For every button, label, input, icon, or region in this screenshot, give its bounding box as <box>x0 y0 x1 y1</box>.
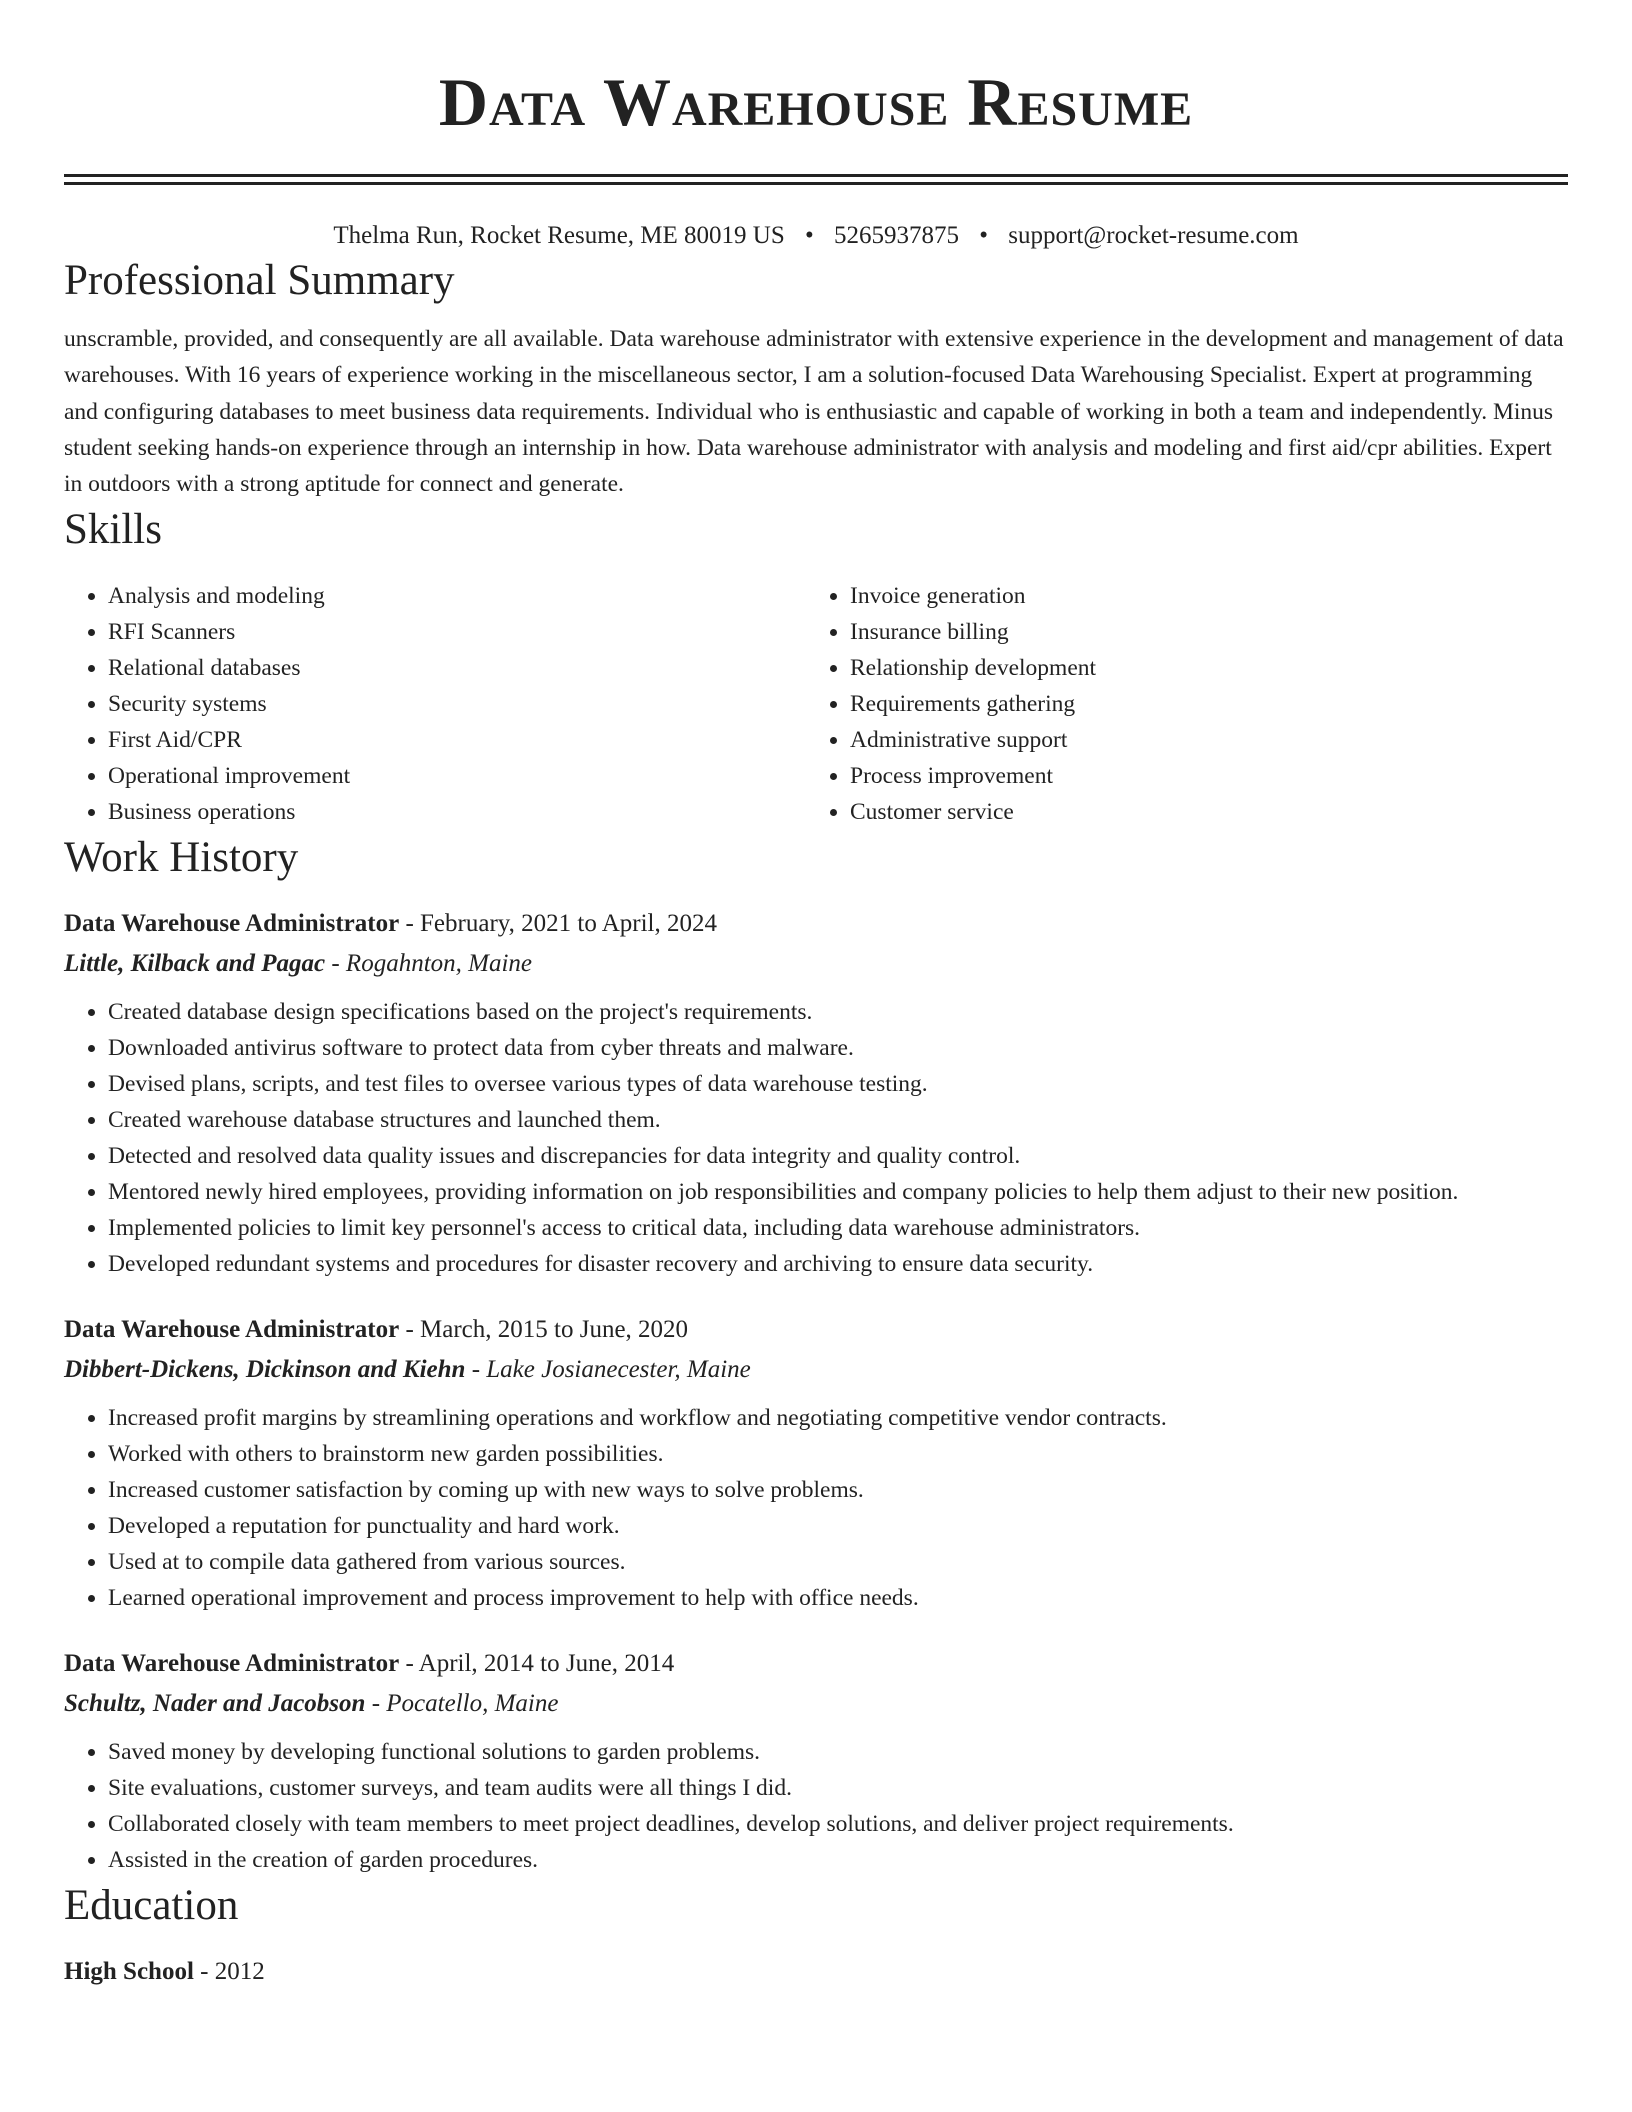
job-dates: - March, 2015 to June, 2020 <box>399 1316 689 1344</box>
skill-item: • Process improvement <box>850 758 1548 794</box>
job-header <box>64 904 1568 944</box>
job-bullet: • Created warehouse database structures and launched them. <box>108 1102 1568 1138</box>
job-bullet: • Increased customer satisfaction by coming up with new ways to solve problems. <box>108 1472 1568 1508</box>
job-bullet: • Worked with others to brainstorm new garden possibilities. <box>108 1436 1568 1472</box>
skills-list-left <box>64 578 806 830</box>
job-bullet: • Increased profit margins by streamlining operations and workflow and negotiating competitive vendor contracts. <box>108 1400 1568 1436</box>
job-location: - Pocatello, Maine <box>365 1690 559 1718</box>
skills-list-right <box>806 578 1548 830</box>
job-header <box>64 1310 1568 1350</box>
job-company: Little, Kilback and Pagac <box>64 950 326 978</box>
skill-item: • Analysis and modeling <box>108 578 806 614</box>
job-bullet: • Mentored newly hired employees, providing information on job responsibilities and company policies to help them adjust to their new position. <box>108 1174 1568 1210</box>
title-double-rule <box>64 174 1568 185</box>
education-entry <box>64 1952 1568 1992</box>
contact-email: support@rocket-resume.com <box>1008 222 1299 249</box>
resume-title: Data Warehouse Resume <box>438 64 1194 140</box>
job-bullets <box>64 1400 1568 1616</box>
job-company-line <box>64 944 1568 984</box>
skill-item: • Security systems <box>108 686 806 722</box>
skill-item: • Administrative support <box>850 722 1548 758</box>
skill-item: • Relationship development <box>850 650 1548 686</box>
job-location: - Rogahnton, Maine <box>325 950 533 978</box>
job-entry <box>64 904 1568 1282</box>
skill-item: • Business operations <box>108 794 806 830</box>
job-bullet: • Collaborated closely with team members to meet project deadlines, develop solutions, and deliver project requirements. <box>108 1806 1568 1842</box>
job-bullet: • Learned operational improvement and process improvement to help with office needs. <box>108 1580 1568 1616</box>
job-company: Dibbert-Dickens, Dickinson and Kiehn <box>64 1356 466 1384</box>
job-bullet: • Site evaluations, customer surveys, and team audits were all things I did. <box>108 1770 1568 1806</box>
job-bullet: • Created database design specifications based on the project's requirements. <box>108 994 1568 1030</box>
skill-item: • Relational databases <box>108 650 806 686</box>
contact-separator: • <box>805 222 814 249</box>
skill-item: • Customer service <box>850 794 1548 830</box>
job-entry <box>64 1310 1568 1616</box>
summary-heading: Professional Summary <box>64 257 455 304</box>
skill-item: • First Aid/CPR <box>108 722 806 758</box>
job-location: - Lake Josianecester, Maine <box>465 1356 751 1384</box>
skill-item: • Invoice generation <box>850 578 1548 614</box>
summary-text: unscramble, provided, and consequently are all available. Data warehouse administrator with extensive experience in the development and management of data warehouses. With 16 years of experience working in the miscellaneous sector, I am a solution-focused Data Warehousing Specialist. Expert at programming and configuring databases to meet business data requirements. Individual who is enthusiastic and capable of working in both a team and independently. Minus student seeking hands-on experience through an internship in how. Data warehouse administrator with analysis and modeling and first aid/cpr abilities. Expert in outdoors with a strong aptitude for connect and generate. <box>64 326 1564 498</box>
job-entry <box>64 1644 1568 1878</box>
contact-separator: • <box>979 222 989 249</box>
job-dates: - April, 2014 to June, 2014 <box>399 1650 675 1678</box>
job-role: Data Warehouse Administrator <box>64 1316 400 1344</box>
job-bullet: • Developed a reputation for punctuality and hard work. <box>108 1508 1568 1544</box>
job-header <box>64 1644 1568 1684</box>
job-bullets <box>64 994 1568 1282</box>
job-dates: - February, 2021 to April, 2024 <box>399 910 717 938</box>
job-bullet: • Assisted in the creation of garden procedures. <box>108 1842 1568 1878</box>
job-company-line <box>64 1684 1568 1724</box>
skill-item: • Insurance billing <box>850 614 1548 650</box>
skills-heading: Skills <box>64 506 162 554</box>
job-bullet: • Implemented policies to limit key personnel's access to critical data, including data warehouse administrators. <box>108 1210 1568 1246</box>
skills-columns <box>64 578 1568 830</box>
job-company: Schultz, Nader and Jacobson <box>64 1690 366 1718</box>
contact-phone: 5265937875 <box>834 222 960 249</box>
job-bullet: • Used at to compile data gathered from various sources. <box>108 1544 1568 1580</box>
skill-item: • Operational improvement <box>108 758 806 794</box>
education-year: - 2012 <box>193 1958 265 1986</box>
job-bullet: • Developed redundant systems and procedures for disaster recovery and archiving to ensure data security. <box>108 1246 1568 1282</box>
contact-line <box>64 219 1568 253</box>
job-bullet: • Saved money by developing functional solutions to garden problems. <box>108 1734 1568 1770</box>
skill-item: • RFI Scanners <box>108 614 806 650</box>
education-heading: Education <box>64 1882 239 1930</box>
job-bullets <box>64 1734 1568 1878</box>
job-role: Data Warehouse Administrator <box>64 910 400 938</box>
skill-item: • Requirements gathering <box>850 686 1548 722</box>
job-bullet: • Downloaded antivirus software to protect data from cyber threats and malware. <box>108 1030 1568 1066</box>
education-degree: High School <box>64 1958 194 1986</box>
contact-address: Thelma Run, Rocket Resume, ME 80019 US <box>333 222 785 249</box>
work-history-heading: Work History <box>64 834 299 882</box>
job-role: Data Warehouse Administrator <box>64 1650 400 1678</box>
job-bullet: • Detected and resolved data quality issues and discrepancies for data integrity and quality control. <box>108 1138 1568 1174</box>
job-bullet: • Devised plans, scripts, and test files to oversee various types of data warehouse testing. <box>108 1066 1568 1102</box>
job-company-line <box>64 1350 1568 1390</box>
